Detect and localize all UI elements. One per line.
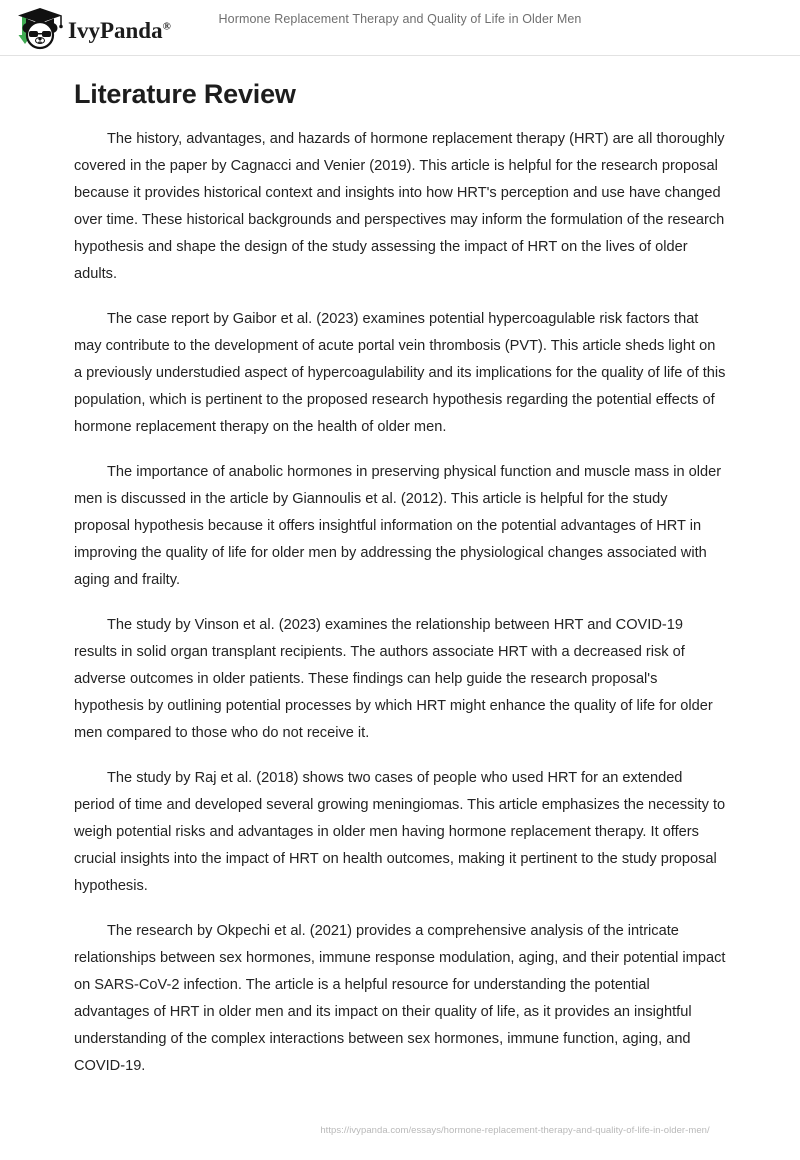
body-copy [74,126,726,1080]
brand-name-text: IvyPanda [68,17,163,43]
page-header [0,0,800,56]
paragraph: The history, advantages, and hazards of hormone replacement therapy (HRT) are all thoroughly covered in the paper by Cagnacci and Venier (2019). This article is helpful for the research proposal because it provides historical context and insights into how HRT's perception and use have changed over time. These historical backgrounds and perspectives may inform the formulation of the research hypothesis and shape the design of the study assessing the impact of HRT on the lives of older adults. [74,131,725,283]
source-url-link[interactable]: https://ivypanda.com/essays/hormone-replacement-therapy-and-quality-of-life-in-older-men/ [320,1125,710,1136]
paragraph: The case report by Gaibor et al. (2023) examines potential hypercoagulable risk factors that may contribute to the development of acute portal vein thrombosis (PVT). This article sheds light on a previously understudied aspect of hypercoagulability and its implications for the quality of life of this population, which is pertinent to the proposed research hypothesis regarding the potential effects of hormone replacement therapy on the health of older men. [74,311,726,436]
paragraph: The importance of anabolic hormones in preserving physical function and muscle mass in older men is discussed in the article by Giannoulis et al. (2012). This article is helpful for the study proposal hypothesis because it offers insightful information on the potential advantages of HRT in improving the quality of life for older men by addressing the physiological changes associated with aging and frailty. [74,464,722,589]
document-title: Hormone Replacement Therapy and Quality of Life in Older Men [218,12,582,26]
paragraph: The research by Okpechi et al. (2021) provides a comprehensive analysis of the intricate relationships between sex hormones, immune response modulation, aging, and their potential impact on SARS-CoV-2 infection. The article is a helpful resource for understanding the potential advantages of HRT in older men and its impact on their quality of life, as it provides an insightful understanding of the complex interactions between sex hormones, immune function, aging, and COVID-19. [74,923,726,1075]
registered-mark: ® [162,19,171,32]
document-content [74,56,726,1098]
paragraph: The study by Vinson et al. (2023) examines the relationship between HRT and COVID-19 results in solid organ transplant recipients. The authors associate HRT with a decreased risk of adverse outcomes in older patients. These findings can help guide the research proposal's hypothesis by outlining potential processes by which HRT might enhance the quality of life for older men compared to those who do not receive it. [74,617,713,742]
paragraph: The study by Raj et al. (2018) shows two cases of people who used HRT for an extended period of time and developed several growing meningiomas. This article emphasizes the necessity to weigh potential risks and advantages in older men having hormone replacement therapy. It offers crucial insights into the impact of HRT on health outcomes, making it pertinent to the study proposal hypothesis. [74,770,726,895]
page-title: Literature Review [74,79,296,109]
page-footer [0,1120,800,1138]
